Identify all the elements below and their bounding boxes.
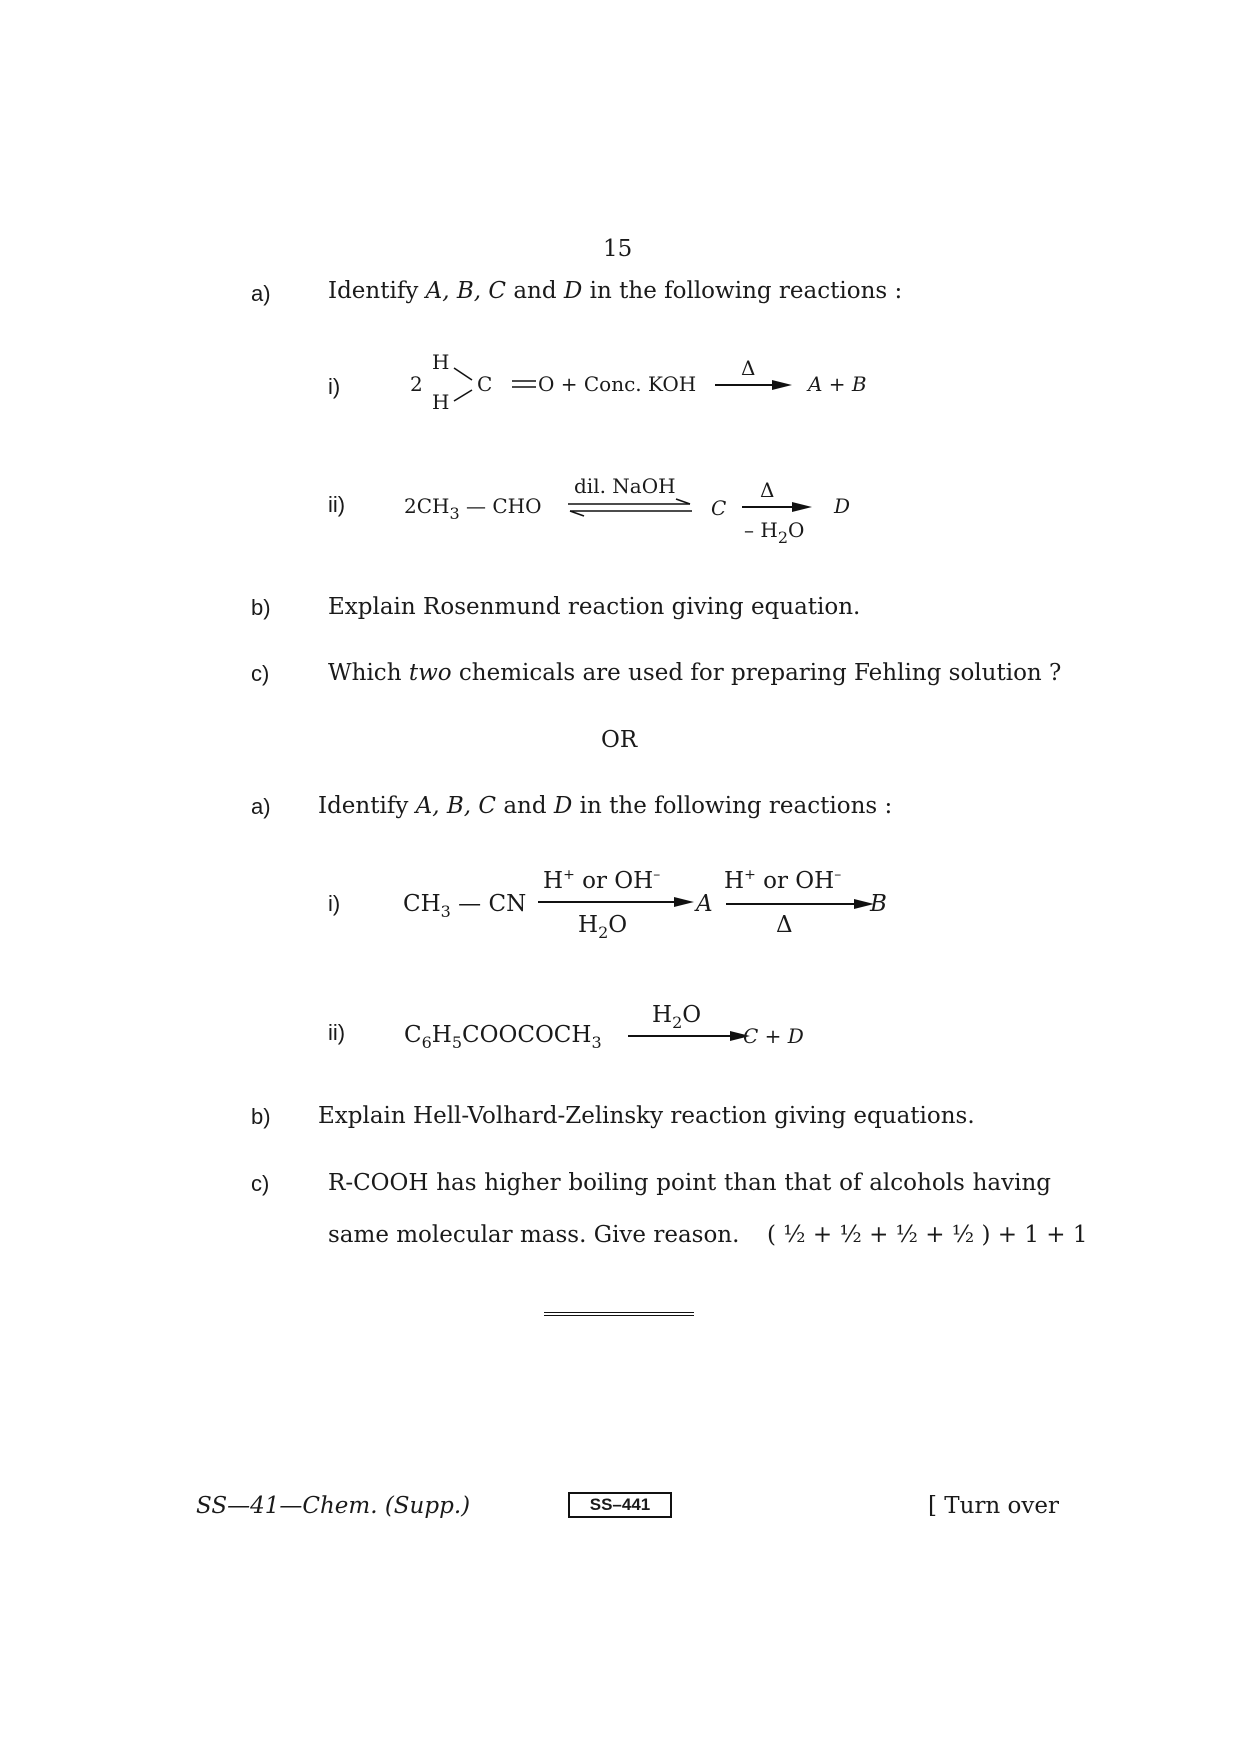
q1-r2-minus-water: – $H_2O$ [744, 518, 805, 547]
q1-r1-arrow [715, 384, 775, 386]
q2-r1-arrow2 [726, 903, 856, 905]
q2-r1-arrow1 [538, 901, 676, 903]
q1-c-text: Which two chemicals are used for preparing Fehling solution ? [328, 660, 1062, 686]
footer-code-box: SS–441 [568, 1492, 672, 1518]
q1-r1-carbon: C [477, 372, 493, 396]
q1-a-vars: A, B, C [425, 278, 507, 304]
q2-r1-arrow1-head [674, 897, 694, 907]
q2-r2-arrow [628, 1035, 732, 1037]
end-rule [544, 1312, 694, 1316]
q1-r1-products: A + B [808, 372, 867, 396]
q2-b-text: Explain Hell-Volhard-Zelinsky reaction giving equations. [318, 1103, 975, 1129]
q2-r1-label: i) [328, 891, 341, 916]
q2-r1-b: B [870, 891, 887, 917]
q1-a-and: and [506, 278, 564, 304]
q2-r2-label: ii) [328, 1020, 346, 1045]
q2-r2-reagent: $H_2O$ [652, 1002, 702, 1032]
q1-r2-d: D [834, 494, 851, 518]
q2-r1-top2: H+ or OH– [724, 867, 842, 894]
q2-r1-a: A [696, 891, 713, 917]
q1-a-d: D [563, 278, 583, 304]
q2-r1-top1: H+ or OH– [543, 867, 661, 894]
q2-r1-reactant: $CH_3$ — CN [403, 891, 527, 921]
q1-a-text [328, 278, 902, 304]
q1-a-suffix: in the following reactions : [582, 278, 903, 304]
q1-r1-reagents: O + Conc. KOH [538, 372, 697, 396]
q1-b-text: Explain Rosenmund reaction giving equation. [328, 594, 861, 620]
q1-r1-coef: 2 [410, 372, 423, 396]
q2-c-line1: R-COOH has higher boiling point than that of alcohols having [328, 1170, 1051, 1196]
q1-r1-arrow-head [772, 380, 792, 390]
page-number: 15 [603, 236, 633, 262]
q1-r2-reagent: dil. NaOH [574, 474, 676, 498]
q2-r2-reactant: $C_6H_5COOCOCH_3$ [404, 1022, 602, 1052]
q1-r1-heat: Δ [741, 356, 756, 380]
q1-a-label: a) [251, 281, 271, 306]
q2-r1-heat: Δ [776, 912, 793, 938]
q2-marks: ( ½ + ½ + ½ + ½ ) + 1 + 1 [767, 1222, 1088, 1248]
q2-r1-bot1: $H_2O$ [578, 912, 628, 942]
q1-r2-equilibrium-arrow [566, 498, 694, 518]
q1-c-label: c) [251, 661, 270, 686]
q1-b-label: b) [251, 595, 271, 620]
q1-r2-arrow [742, 506, 794, 508]
q1-r2-arrow-head [792, 502, 812, 512]
q1-r1-label: i) [328, 374, 341, 399]
footer-right: [ Turn over [928, 1493, 1060, 1519]
q2-r2-products: C + D [743, 1024, 804, 1048]
q1-r2-reactant: $2CH_3$ — CHO [404, 494, 542, 523]
q1-r1-h-bottom: H [432, 390, 450, 414]
q2-a-text: Identify A, B, C and D in the following reactions : [318, 793, 893, 819]
q2-c-line2: same molecular mass. Give reason. [328, 1222, 740, 1248]
q2-c-label: c) [251, 1171, 270, 1196]
q2-a-label: a) [251, 794, 271, 819]
q1-r2-heat: Δ [760, 478, 775, 502]
footer-left: SS—41—Chem. (Supp.) [196, 1493, 471, 1519]
q1-r1-h-top: H [432, 350, 450, 374]
q1-a-prefix: Identify [328, 278, 426, 304]
q1-r2-c: C [711, 496, 727, 520]
q1-r2-label: ii) [328, 492, 346, 517]
or-separator: OR [601, 727, 638, 753]
q2-b-label: b) [251, 1104, 271, 1129]
q1-r1-bonds [450, 360, 550, 410]
